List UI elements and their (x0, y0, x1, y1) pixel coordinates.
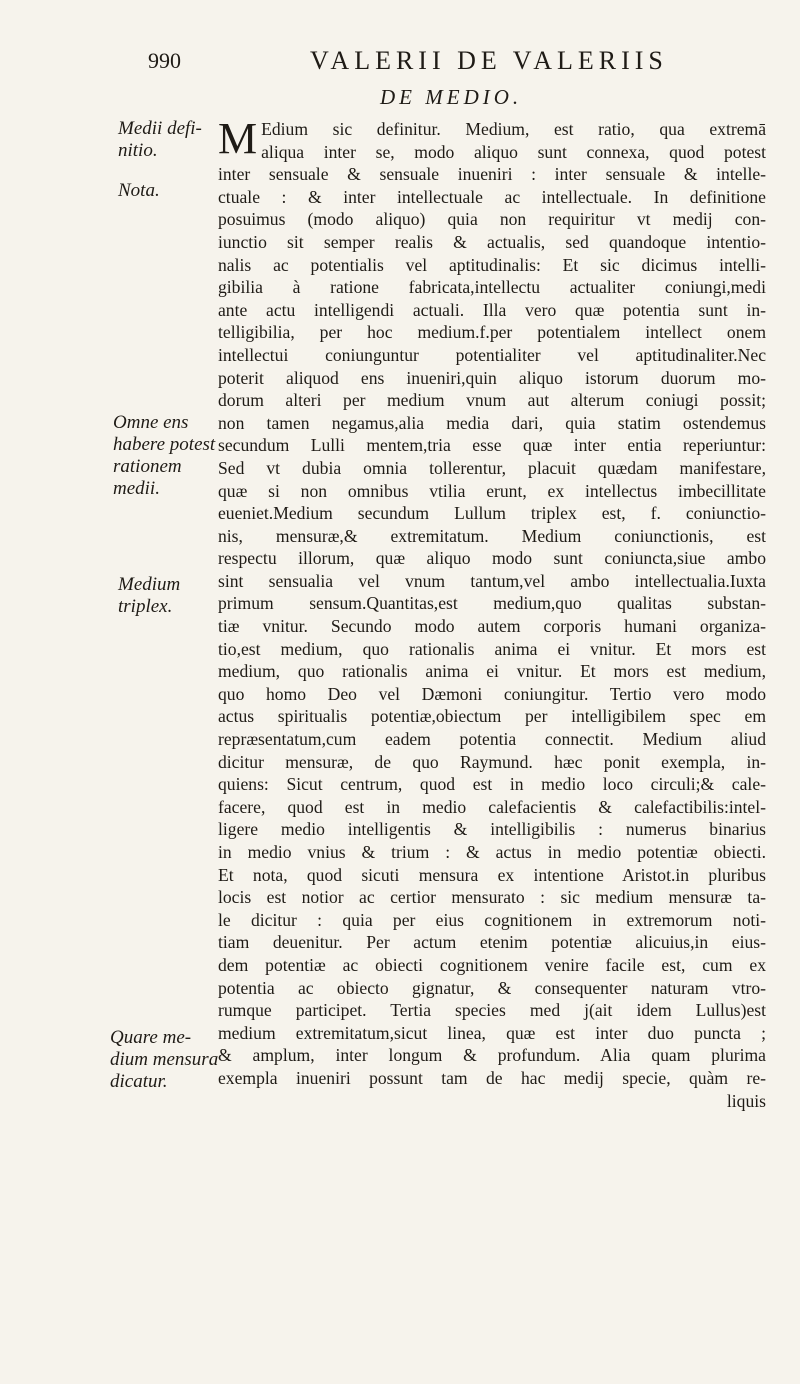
text-line: poterit aliquod ens inueniri,quin aliquo istorum duorum mo- (218, 367, 766, 388)
text-line: ligere medio intelligentis & intelligibilis : numerus binarius (218, 819, 766, 840)
text-line: rumque participet. Tertia species med j(ait idem Lullus)est (218, 1000, 766, 1021)
text-line: repræsentatum,cum eadem potentia connectit. Medium aliud (218, 729, 766, 750)
text-line: medium extremitatum,sicut linea, quæ est inter duo puncta ; (218, 1022, 766, 1043)
text-line: intellectui coniunguntur potentialiter vel aptitudinaliter.Nec (218, 344, 766, 365)
text-line: inter sensuale & sensuale inueniri : inter sensuale & intelle- (218, 164, 766, 185)
text-line: eueniet.Medium secundum Lullum triplex est, f. coniunctio- (218, 503, 766, 524)
text-line: actus spiritualis potentiæ,obiectum per intelligibilem spec em (218, 706, 766, 727)
text-line: le dicitur : quia per eius cognitionem in extremorum noti- (218, 909, 766, 930)
margin-note-line: dicatur. (110, 1071, 168, 1092)
text-line: nalis ac potentialis vel aptitudinalis: Et sic dicimus intelli- (218, 254, 766, 275)
margin-note-medium-triplex (118, 574, 180, 618)
margin-note-line: Medium (118, 574, 181, 595)
text-line: dorum alteri per medium vnum aut alterum coniugi possit; (218, 390, 766, 411)
text-line: tiam deuenitur. Per actum etenim potentiæ alicuius,in eius- (218, 932, 766, 953)
text-line: secundum Lulli mentem,tria esse quæ inter entia reperiuntur: (218, 435, 766, 456)
text-line: non tamen negamus,alia media dari, quia statim ostendemus (218, 412, 766, 433)
text-line: Sed vt dubia omnia tollerentur, placuit quædam manifestare, (218, 457, 766, 478)
text-line: nis, mensuræ,& extremitatum. Medium coniunctionis, est (218, 525, 766, 546)
catchword: liquis (726, 1090, 766, 1111)
text-line: ante actu intelligendi actuali. Illa vero quæ potentia sunt in- (218, 299, 766, 320)
text-line: gibilia à ratione fabricata,intellectu actualiter coniungi,medi (218, 277, 766, 298)
text-line: quiens: Sicut centrum, quod est in medio loco circuli;& cale- (218, 774, 766, 795)
margin-note-line: dium mensura (110, 1049, 219, 1070)
text-line: facere, quod est in medio calefacientis & calefactibilis:intel- (218, 796, 766, 817)
text-line: posuimus (modo aliquo) quia non requiritur vt medij con- (218, 209, 766, 230)
margin-note-line: rationem (113, 456, 182, 477)
margin-note-line: medii. (113, 478, 160, 499)
margin-note-line: Medii defi- (118, 118, 202, 139)
margin-note-line: nitio. (118, 140, 158, 161)
text-line: & amplum, inter longum & profundum. Alia quam plurima (218, 1045, 766, 1066)
text-line: tiæ vnitur. Secundo modo autem corporis humani organiza- (218, 616, 766, 637)
margin-note-nota (118, 180, 160, 202)
margin-note-line: triplex. (118, 596, 173, 617)
text-line: respectu illorum, quæ aliquo modo sunt coniuncta,siue ambo (218, 548, 766, 569)
text-line: Edium sic definitur. Medium, est ratio, qua extremā (261, 119, 766, 139)
text-line: exempla inueniri possunt tam de hac medij specie, quàm re- (218, 1067, 766, 1088)
text-line: in medio vnius & trium : & actus in medio potentiæ obiecti. (218, 842, 766, 862)
text-line: medium, quo rationalis anima ei vnitur. Et mors est medium, (218, 661, 766, 682)
margin-note-line: Nota. (118, 180, 160, 201)
page-number: 990 (148, 48, 181, 73)
section-title: DE MEDIO. (380, 85, 523, 109)
text-line: potentia ac obiecto gignatur, & consequenter naturam vtro- (218, 977, 766, 998)
text-line: locis est notior ac certior mensurato : sic medium mensuræ ta- (218, 887, 766, 908)
text-line: dem potentiæ ac obiecti cognitionem venire facile est, cum ex (218, 954, 766, 975)
text-line: ctuale : & inter intellectuale ac intellectuale. In definitione (218, 186, 766, 207)
text-line: aliqua inter se, modo aliquo sunt connexa, quod potest (261, 141, 766, 162)
drop-cap: M (218, 114, 258, 163)
margin-note-line: Omne ens (113, 412, 189, 433)
margin-note-definition (118, 118, 202, 162)
margin-note-omne-ens (113, 412, 215, 500)
margin-note-line: habere potest (113, 434, 216, 455)
body-text (218, 114, 766, 1112)
text-line: sint sensualia vel vnum tantum,vel ambo intellectualia.Iuxta (218, 570, 766, 591)
text-line: quo homo Deo vel Dæmoni coniungitur. Tertio vero modo (218, 683, 766, 704)
text-line: Et nota, quod sicuti mensura ex intentione Aristot.in pluribus (218, 864, 766, 885)
margin-note-line: Quare me- (110, 1027, 192, 1048)
text-line: tio,est medium, quo rationalis anima ei vnitur. Et mors est (218, 638, 766, 659)
running-title: VALERII DE VALERIIS (310, 46, 668, 75)
text-line: quæ si non omnibus vtilia erunt, ex intellectus imbecillitate (218, 480, 766, 501)
margin-note-quare-medium (110, 1027, 218, 1093)
text-line: dicitur mensuræ, de quo Raymund. hæc ponit exempla, in- (218, 751, 766, 772)
text-line: telligibilia, per hoc medium.f.per potentialem intellect onem (218, 322, 766, 343)
text-line: iunctio sit semper realis & actualis, sed quandoque intentio- (218, 231, 766, 252)
text-line: primum sensum.Quantitas,est medium,quo qualitas substan- (218, 593, 766, 614)
